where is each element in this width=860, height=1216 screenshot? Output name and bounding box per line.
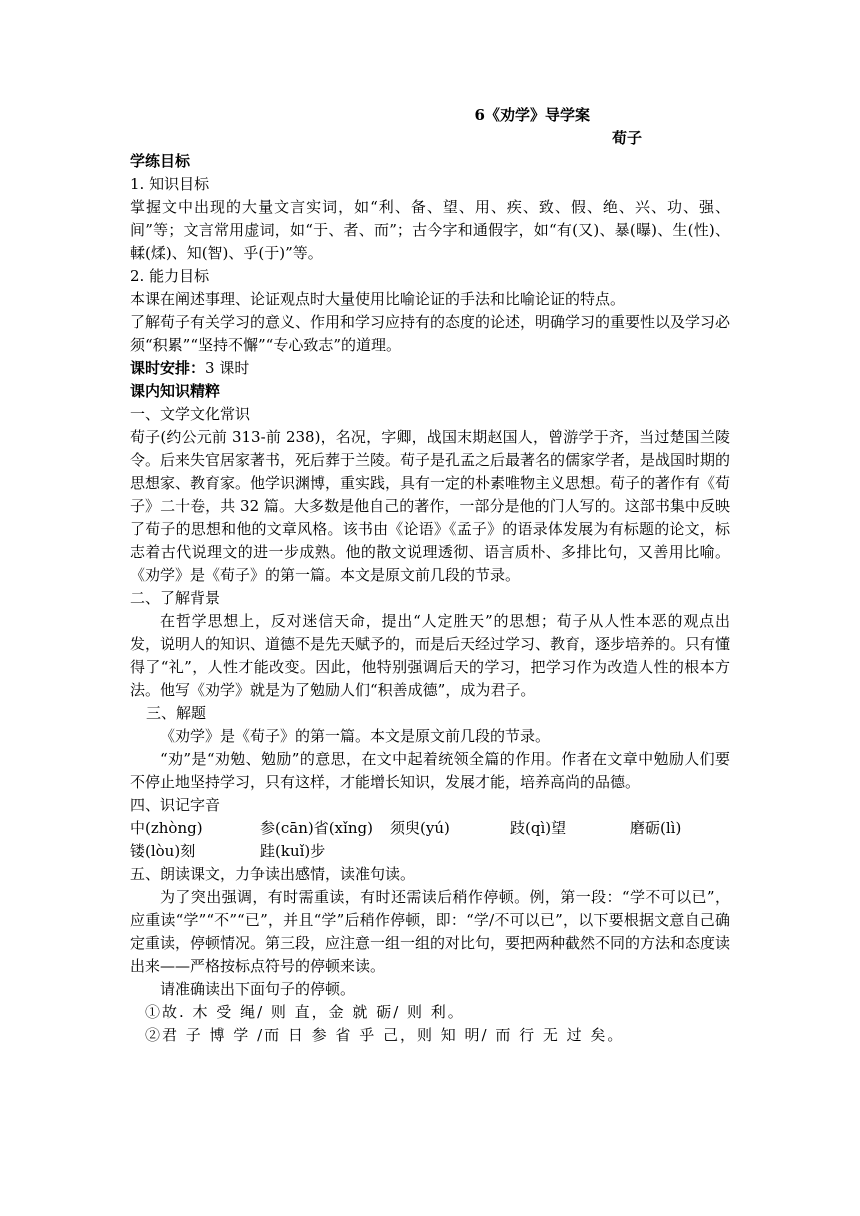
pron-item: 跂(qì)望	[510, 819, 567, 837]
sentence-2: ②君 子 博 学 /而 日 参 省 乎 己，则 知 明/ 而 行 无 过 矣。	[145, 1026, 625, 1044]
pron-item: 中(zhòng)	[130, 819, 203, 837]
sec1-text: 荀子(约公元前 313-前 238)，名况，字卿，战国末期赵国人，曾游学于齐，当过楚国兰陵令。后来失官居家著书，死后葬于兰陵。荀子是孔孟之后最著名的儒家学者，是战国时期的思想家、教育家。他学识渊博，重实践，具有一定的朴素唯物主义思想。荀子的著作有《荀子》二十卷，共 32 篇。大多数是他自己的著作，一部分是他的门人写的。这部书集中反映了荀子的思想和他的文章风格。该书由《论语》《孟子》的语录体发展为有标题的论文，标志着古代说理文的进一步成熟。他的散文说理透彻、语言质朴、多排比句，又善用比喻。《劝学》是《荀子》的第一篇。本文是原文前几段的节录。	[130, 428, 731, 584]
goal2-heading: 2. 能力目标	[130, 267, 210, 285]
goals-heading: 学练目标	[130, 152, 191, 170]
sec5-heading: 五、朗读课文，力争读出感情，读准句读。	[130, 865, 416, 883]
schedule-value: 3 课时	[205, 359, 250, 377]
sec5-text: 为了突出强调，有时需重读，有时还需读后稍作停顿。例，第一段：“学不可以已”，应重读“学”“不”“已”，并且“学”后稍作停顿，即：“学/不可以已”，以下要根据文意自己确定重读，停顿情况。第三段，应注意一组一组的对比句，要把两种截然不同的方法和态度读出来——严格按标点符号的停顿来读。	[130, 888, 731, 975]
document-page	[130, 104, 730, 1047]
sec1-heading: 一、文学文化常识	[130, 405, 251, 423]
author-name: 荀子	[611, 129, 642, 147]
pron-item: 须臾(yú)	[390, 819, 450, 837]
knowledge-heading: 课内知识精粹	[130, 382, 221, 400]
sec3-text1: 《劝学》是《荀子》的第一篇。本文是原文前几段的节录。	[160, 727, 551, 745]
pron-item: 镂(lòu)刻	[130, 842, 196, 860]
sec2-text: 在哲学思想上，反对迷信天命，提出“人定胜天”的思想；荀子从人性本恶的观点出发，说明人的知识、道德不是先天赋予的，而是后天经过学习、教育，逐步培养的。只有懂得了“礼”，人性才能改变。因此，他特别强调后天的学习，把学习作为改造人性的根本方法。他写《劝学》就是为了勉励人们“积善成德”，成为君子。	[130, 612, 731, 699]
sentence-1: ①故. 木 受 绳/ 则 直，金 就 砺/ 则 利。	[145, 1003, 465, 1021]
pronunciation-row-2	[130, 840, 730, 863]
pron-item: 跬(kuǐ)步	[260, 842, 326, 860]
pronunciation-row-1	[130, 817, 730, 840]
goal2-text1: 本课在阐述事理、论证观点时大量使用比喻论证的手法和比喻论证的特点。	[130, 290, 626, 308]
sec4-heading: 四、识记字音	[130, 796, 221, 814]
goal1-text: 掌握文中出现的大量文言实词，如“利、备、望、用、疾、致、假、绝、兴、功、强、间”等；文言常用虚词，如“于、者、而”；古今字和通假字，如“有(又)、暴(曝)、生(性)、輮(煣)、知(智)、乎(于)”等。	[130, 198, 730, 262]
sec5-prompt: 请准确读出下面句子的停顿。	[160, 980, 356, 998]
pron-item: 磨砺(lì)	[630, 819, 682, 837]
schedule-label: 课时安排：	[130, 359, 206, 377]
goal2-text2: 了解荀子有关学习的意义、作用和学习应持有的态度的论述，明确学习的重要性以及学习必须“积累”“坚持不懈”“专心致志”的道理。	[130, 313, 731, 354]
document-title: 6《劝学》导学案	[474, 106, 590, 124]
sec2-heading: 二、了解背景	[130, 589, 221, 607]
schedule-line	[130, 357, 730, 380]
goal1-heading: 1. 知识目标	[130, 175, 210, 193]
sec3-text2: “劝”是“劝勉、勉励”的意思，在文中起着统领全篇的作用。作者在文章中勉励人们要不停止地坚持学习，只有这样，才能增长知识，发展才能，培养高尚的品德。	[130, 750, 730, 791]
sec3-heading: 三、解题	[146, 704, 207, 722]
pron-item: 参(cān)省(xǐng)	[260, 819, 373, 837]
